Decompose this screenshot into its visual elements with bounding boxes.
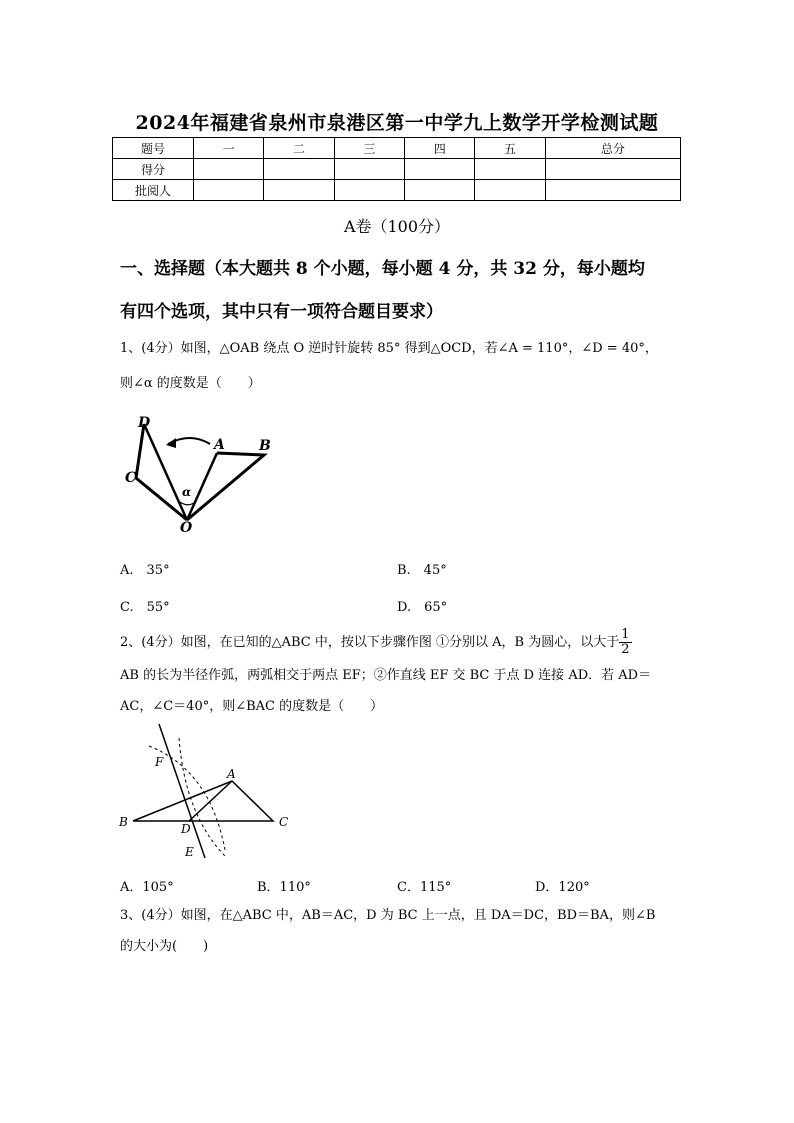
table-cell (334, 159, 404, 180)
figure-label-e: E (185, 845, 194, 859)
table-cell (264, 159, 334, 180)
table-cell: 三 (334, 138, 404, 159)
section-title: A卷（100分） (343, 217, 451, 236)
table-cell: 一 (194, 138, 264, 159)
table-cell (194, 159, 264, 180)
table-cell (475, 180, 545, 201)
table-cell (405, 159, 475, 180)
table-cell (545, 159, 680, 180)
q1-figure (120, 408, 280, 533)
part-heading-line2: 有四个选项，其中只有一项符合题目要求） (120, 302, 443, 322)
figure-label-b: B (119, 815, 128, 829)
q1-option-d: D. 65° (397, 600, 448, 615)
q1-option-c: C. 55° (120, 600, 170, 615)
figure-label-d: D (138, 415, 151, 431)
table-cell (194, 180, 264, 201)
figure-label-a: A (227, 767, 236, 781)
table-cell: 四 (405, 138, 475, 159)
q1-option-a: A. 35° (120, 563, 170, 578)
table-cell: 得分 (113, 159, 194, 180)
table-cell: 五 (475, 138, 545, 159)
q1-option-b: B. 45° (397, 563, 447, 578)
q2-text-line1-main: 2、(4分）如图，在已知的△ABC 中，按以下步骤作图 ①分别以 A，B 为圆心，以大于 (120, 635, 620, 650)
q2-option-d: D．120° (535, 880, 590, 895)
table-cell (545, 180, 680, 201)
table-cell (475, 159, 545, 180)
fraction (619, 628, 631, 657)
score-table-header-row (113, 138, 681, 159)
q1-text-line1: 1、(4分）如图，△OAB 绕点 O 逆时针旋转 85° 得到△OCD，若∠A = 110°，∠D = 40°， (120, 341, 658, 356)
table-cell: 二 (264, 138, 334, 159)
q2-text-line1 (120, 628, 685, 657)
figure-label-f: F (155, 755, 164, 769)
fraction-denominator: 2 (621, 642, 630, 657)
page-title: 2024年福建省泉州市泉港区第一中学九上数学开学检测试题 (135, 112, 659, 134)
q3-text-line1: 3、(4分）如图，在△ABC 中，AB＝AC，D 为 BC 上一点，且 DA＝DC，BD＝BA，则∠B (120, 908, 656, 923)
q2-option-a: A．105° (120, 880, 174, 895)
table-cell: 批阅人 (113, 180, 194, 201)
score-table (112, 137, 681, 201)
q2-text-line3: AC，∠C＝40°，则∠BAC 的度数是（ ） (120, 699, 384, 714)
figure-label-o: O (180, 520, 193, 533)
table-row (113, 180, 681, 201)
figure-label-c: C (279, 815, 289, 829)
figure-label-a: A (214, 437, 225, 453)
q2-figure (115, 720, 300, 862)
table-cell (334, 180, 404, 201)
figure-label-d: D (181, 822, 191, 836)
table-cell: 题号 (113, 138, 194, 159)
q3-text-line2: 的大小为( ) (120, 939, 209, 954)
figure-label-alpha: α (182, 485, 192, 499)
table-row (113, 159, 681, 180)
q2-option-c: C．115° (397, 880, 452, 895)
table-cell: 总分 (545, 138, 680, 159)
figure-label-b: B (259, 438, 271, 454)
part-heading-line1: 一、选择题（本大题共 8 个小题，每小题 4 分，共 32 分，每小题均 (120, 259, 645, 279)
q2-option-b: B．110° (257, 880, 311, 895)
table-cell (405, 180, 475, 201)
fraction-numerator: 1 (621, 627, 630, 642)
q2-text-line2: AB 的长为半径作弧，两弧相交于两点 EF；②作直线 EF 交 BC 于点 D 连接 AD．若 AD＝ (120, 668, 652, 683)
figure-label-c: C (125, 470, 137, 486)
q1-text-line2: 则∠α 的度数是（ ） (120, 376, 261, 391)
table-cell (264, 180, 334, 201)
